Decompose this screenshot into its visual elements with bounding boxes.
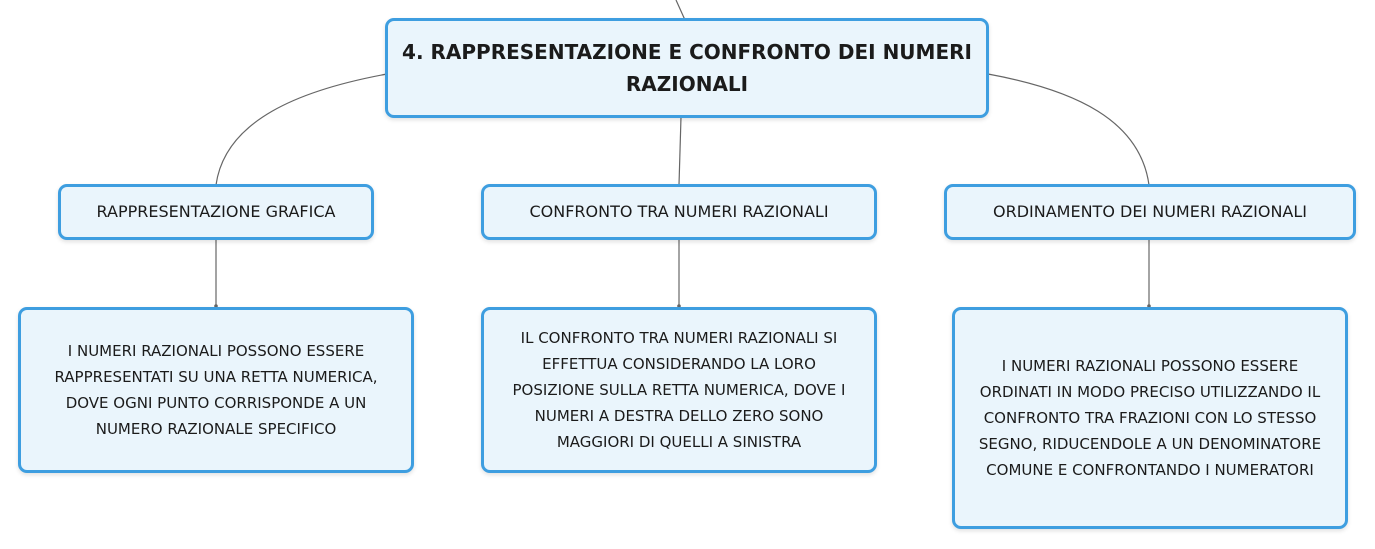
topic-label: CONFRONTO TRA NUMERI RAZIONALI bbox=[529, 202, 829, 221]
topic-label: ORDINAMENTO DEI NUMERI RAZIONALI bbox=[993, 202, 1307, 221]
detail-node-confronto[interactable] bbox=[481, 307, 877, 473]
central-topic-label: 4. RAPPRESENTAZIONE E CONFRONTO DEI NUMERI RAZIONALI bbox=[402, 40, 972, 96]
central-topic-node[interactable] bbox=[385, 18, 989, 118]
detail-node-ordinamento[interactable] bbox=[952, 307, 1348, 529]
detail-node-rappresentazione-grafica[interactable] bbox=[18, 307, 414, 473]
topic-node-confronto[interactable] bbox=[481, 184, 877, 240]
detail-text: I NUMERI RAZIONALI POSSONO ESSERE RAPPRESENTATI SU UNA RETTA NUMERICA, DOVE OGNI PUNTO CORRISPONDE A UN NUMERO RAZIONALE SPECIFICO bbox=[54, 342, 378, 438]
connector-central-to-topic-left bbox=[216, 74, 387, 185]
topic-node-rappresentazione-grafica[interactable] bbox=[58, 184, 374, 240]
topic-node-ordinamento[interactable] bbox=[944, 184, 1356, 240]
detail-text: I NUMERI RAZIONALI POSSONO ESSERE ORDINATI IN MODO PRECISO UTILIZZANDO IL CONFRONTO TRA FRAZIONI CON LO STESSO SEGNO, RIDUCENDOLE A UN DENOMINATORE COMUNE E CONFRONTANDO I NUMERATORI bbox=[978, 357, 1322, 479]
topic-label: RAPPRESENTAZIONE GRAFICA bbox=[96, 202, 336, 221]
connector-central-to-topic-center bbox=[679, 117, 681, 185]
connector-parent-to-central bbox=[676, 0, 685, 20]
connector-central-to-topic-right bbox=[988, 74, 1149, 185]
detail-text: IL CONFRONTO TRA NUMERI RAZIONALI SI EFFETTUA CONSIDERANDO LA LORO POSIZIONE SULLA RETTA NUMERICA, DOVE I NUMERI A DESTRA DELLO ZERO SONO MAGGIORI DI QUELLI A SINISTRA bbox=[512, 329, 846, 451]
